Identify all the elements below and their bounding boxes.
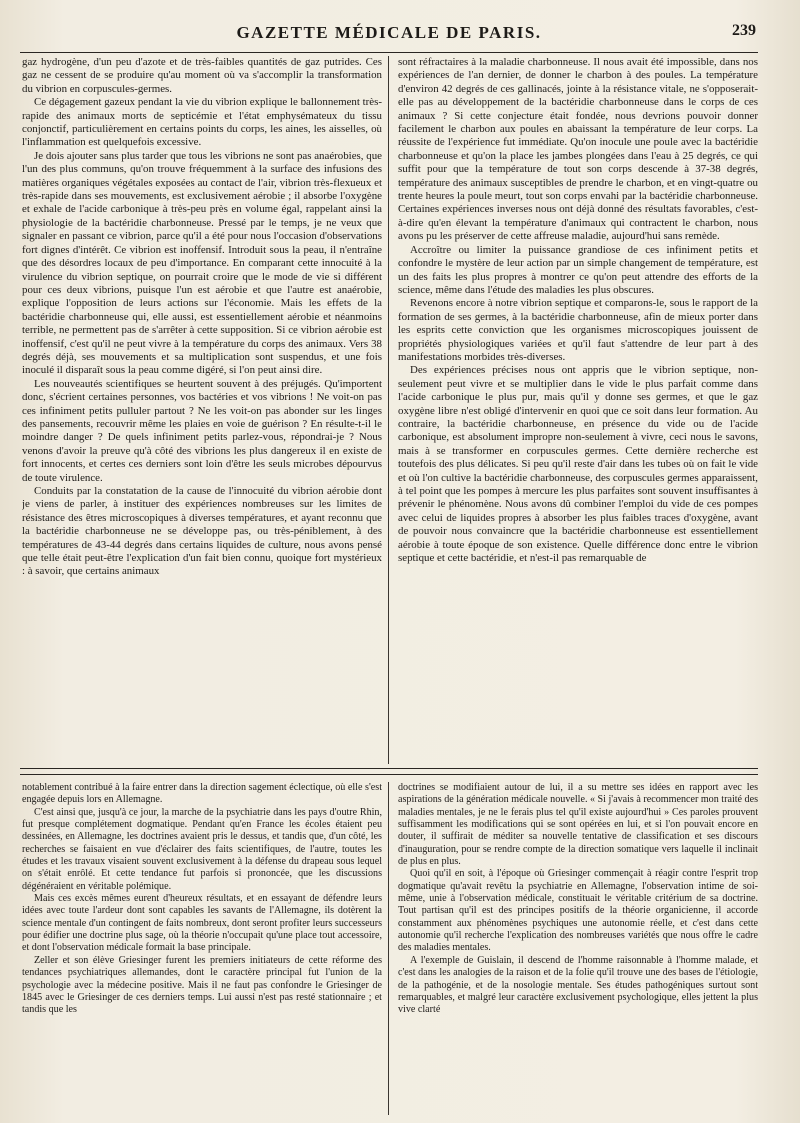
paragraph: Des expériences précises nous ont appris que le vibrion septique, non-seulement peut vivre et se multiplier dans le vide le plus parfait comme dans l'acide carbonique le plus pur, mais qu'il y donne ses germes, et que le gaz oxygène libre n'est obligé d'intervenir en quoi que ce soit dans leur formation. Au contraire, la bactéridie charbonneuse, en présence du vide ou de l'acide carbonique, est absolument impropre non-seulement à vivre, ceci nous le savons, mais à se transformer en corpuscules germes. Cette dernière recherche est toutefois des plus délicates. Si peu qu'il reste d'air dans les tubes où on fait le vide et où l'on cultive la bactéridie charbonneuse, des corpuscules germes apparaissent, à tel point que les pompes à mercure les plus parfaites sont souvent insuffisantes à prévenir le phénomène. Nous avons dû combiner l'emploi du vide de ces pompes avec celui de liquides propres à absorber les plus faibles traces d'oxygène, avant de pouvoir nous convaincre que la bactéridie charbonneuse est essentiellement aérobie à toute époque de son existence. Quelle différence donc entre le vibrion septique et cette bactéridie, et n'est-il pas remarquable de	[398, 364, 758, 565]
article-upper-left-column	[22, 56, 382, 764]
paragraph: doctrines se modifiaient autour de lui, il a su mettre ses idées en rapport avec les aspirations de la génération médicale nouvelle. « Si j'avais à recommencer mon traité des maladies mentales, je ne le ferais plus tel qu'il existe aujourd'hui » Ces paroles prouvent suffisamment les modifications qui se sont opérées en lui, et si l'on pouvait encore en douter, il suffirait de méditer sa nouvelle tentative de classification et ses discours d'inauguration, pour se rendre compte de la direction somatique vers laquelle il inclinait de plus en plus.	[398, 782, 758, 868]
section-rule-top	[20, 768, 758, 769]
article-upper-right-column	[398, 56, 758, 764]
paragraph: Les nouveautés scientifiques se heurtent souvent à des préjugés. Qu'importent donc, s'écrient certaines personnes, vos bactéries et vos vibrions ! Ne voit-on pas ces infiniment petits pulluler partout ? Ne les voit-on pas abonder sur les linges des pansements, recouvrir même les plaies en voie de guérison ? En résulte-t-il le moindre danger ? De quels infiniment petits parlez-vous, répondrai-je ? Nous venons d'avoir la preuve qu'à côté des vibrions les plus dangereux il en existe de fort innocents, et certes ces derniers sont loin d'être les seuls microbes dépourvus de toute virulence.	[22, 377, 382, 484]
article-lower-left-column	[22, 782, 382, 1115]
paragraph: Conduits par la constatation de la cause de l'innocuité du vibrion aérobie dont je viens de parler, à instituer des expériences nombreuses sur les limites de résistance des êtres microscopiques à diverses températures, et ayant reconnu que la bactéridie charbonneuse ne se développe pas, ou très-péniblement, à des températures de 43-44 degrés dans certains liquides de culture, nous avons pensé que telle était peut-être l'explication d'un fait bien connu, quoique fort mystérieux : à savoir, que certains animaux	[22, 485, 382, 578]
paragraph: gaz hydrogène, d'un peu d'azote et de très-faibles quantités de gaz putrides. Ces gaz ne cessent de se produire qu'au moment où va s'accomplir la transformation du vibrion en corpuscules-germes.	[22, 56, 382, 95]
paragraph: Je dois ajouter sans plus tarder que tous les vibrions ne sont pas anaérobies, que l'un des plus communs, qu'on trouve fréquemment à la surface des infusions des matières organiques végétales exposées au contact de l'air, vibrion très-flexueux et très-rapide dans ses mouvements, est exclusivement aérobie ; il absorbe l'oxygène et exhale de l'acide carbonique à très-peu près en volume égal, rappelant ainsi la physiologie de la bactéridie charbonneuse. Pressé par le temps, je ne veux que signaler en passant ce vibrion, parce qu'il a été pour nous l'occasion d'observations fort dignes d'intérêt. Ce vibrion est inoffensif. Introduit sous la peau, il n'entraîne que des désordres locaux de peu d'importance. En comparant cette innocuité à la virulence du vibrion septique, on pourrait croire que le mode de vie si différent pour ces deux vibrions, puisque l'un est aérobie et que l'autre est anaérobie, explique l'opposition de leurs actions sur l'économie. Mais les effets de la bactéridie charbonneuse qui, elle aussi, est essentiellement aérobie et néanmoins terrible, ne permettent pas de s'arrêter à cette supposition. Si ce vibrion aérobie est inoffensif, c'est qu'il ne peut vivre à la température du corps des animaux. Vers 38 degrés déjà, ses mouvements et sa multiplication sont suspendus, et une fois inoculé il disparaît sous la peau comme digéré, si l'on peut ainsi dire.	[22, 149, 382, 377]
journal-title: GAZETTE MÉDICALE DE PARIS.	[236, 23, 542, 42]
article-upper	[22, 56, 758, 764]
column-rule	[388, 782, 389, 1115]
paragraph: A l'exemple de Guislain, il descend de l'homme raisonnable à l'homme malade, et c'est dans les analogies de la raison et de la folie qu'il trouve une des bases de l'étiologie, de la pathogénie, et de la nosologie mentale. Ses études pathogéniques surtout sont remarquables, et malgré leur caractère exclusivement psychologique, elles jettent la plus vive clarté	[398, 954, 758, 1016]
paragraph: Quoi qu'il en soit, à l'époque où Griesinger commençait à réagir contre l'esprit trop dogmatique qu'avait revêtu la psychiatrie en Allemagne, l'observation intime de soi-même, unie à l'observation médicale, constituait le véritable critérium de sa doctrine. Tout partisan qu'il est des principes positifs de la théorie organicienne, il accorde constamment aux phénomènes psychiques une autonomie réelle, et c'est dans cette autonomie qu'il recherche l'explication des nombreuses variétés que nous offre le cadre des maladies mentales.	[398, 868, 758, 954]
page-number: 239	[732, 22, 756, 39]
paragraph: Ce dégagement gazeux pendant la vie du vibrion explique le ballonnement très-rapide des animaux morts de septicémie et l'état emphysémateux du tissu conjonctif, particulièrement en certains points du corps, les aines, les aisselles, où l'inflammation est quelquefois excessive.	[22, 96, 382, 149]
header-rule	[20, 52, 758, 53]
article-lower	[22, 782, 758, 1115]
paragraph: Revenons encore à notre vibrion septique et comparons-le, sous le rapport de la formation de ses germes, à la bactéridie charbonneuse, afin de mieux porter dans les esprits cette conviction que les organismes microscopiques jouissent de propriétés physiologiques variées et qu'il faut s'attendre de leur part à des manifestations morbides très-diverses.	[398, 297, 758, 363]
section-rule-bottom	[20, 774, 758, 775]
paragraph: Zeller et son élève Griesinger furent les premiers initiateurs de cette réforme des tendances psychiatriques allemandes, dont le caractère principal fut l'union de la psychologie avec la médecine positive. Mais il ne faut pas confondre le Griesinger de 1845 avec le Griesinger de ces derniers temps. Lui aussi n'est pas resté stationnaire ; et tandis que les	[22, 954, 382, 1016]
paragraph: C'est ainsi que, jusqu'à ce jour, la marche de la psychiatrie dans les pays d'outre Rhin, fut presque complétement dogmatique. Pendant qu'en France les écoles étaient peu dessinées, en Allemagne, les doctrines avaient pris le dessus, et tandis que, d'un côté, les recherches se faisaient en vue d'éclairer des faits scientifiques, de l'autre, toutes les études et les travaux visaient souvent exclusivement à la défense du drapeau sous lequel on s'était enrôlé. Et cette tendance fut parfois si prononcée, que les discussions dégénéraient en véritable polémique.	[22, 806, 382, 892]
paragraph: Mais ces excès mêmes eurent d'heureux résultats, et en essayant de défendre leurs idées avec toute l'ardeur dont sont capables les savants de l'Allemagne, ils dotèrent la science mentale d'un contingent de faits nombreux, dont seront profiter leurs successeurs pour édifier une doctrine plus sage, où la théorie n'occupait qu'une place tout accessoire, et dont l'observation médicale formait la base principale.	[22, 893, 382, 954]
paragraph: Accroître ou limiter la puissance grandiose de ces infiniment petits et confondre le mystère de leur action par un simple changement de température, est un des faits les plus propres à montrer ce qu'on peut attendre des efforts de la science, même dans l'étude des maladies les plus obscures.	[398, 243, 758, 296]
page-header	[22, 22, 756, 44]
column-rule	[388, 56, 389, 764]
paragraph: sont réfractaires à la maladie charbonneuse. Il nous avait été impossible, dans nos expériences de l'an dernier, de donner le charbon à des poules. La température d'environ 42 degrés de ces gallinacés, jointe à la résistance vitale, ne s'opposerait-elle pas au développement de la bactéridie charbonneuse dans le corps de ces animaux ? Si cette conjecture était fondée, nous devrions pouvoir donner facilement le charbon aux poules en abaissant la température de leur corps. La réussite de l'expérience fut immédiate. Qu'on inocule une poule avec la bactéridie charbonneuse et qu'on la place les jambes plongées dans l'eau à 25 degrés, ce qui suffit pour que la température de tout son corps descende à 37-38 degrés, température des animaux susceptibles de prendre le charbon, et en vingt-quatre ou trente heures la poule meurt, tout son corps envahi par la bactéridie charbonneuse. Certaines expériences inverses nous ont déjà donné des résultats favorables, c'est-à-dire qu'en élevant la température d'animaux qui contractent le charbon, nous avons pu les préserver de cette affreuse maladie, aujourd'hui sans remède.	[398, 56, 758, 243]
paragraph: notablement contribué à la faire entrer dans la direction sagement éclectique, où elle s'est engagée depuis lors en Allemagne.	[22, 782, 382, 806]
article-lower-right-column	[398, 782, 758, 1115]
